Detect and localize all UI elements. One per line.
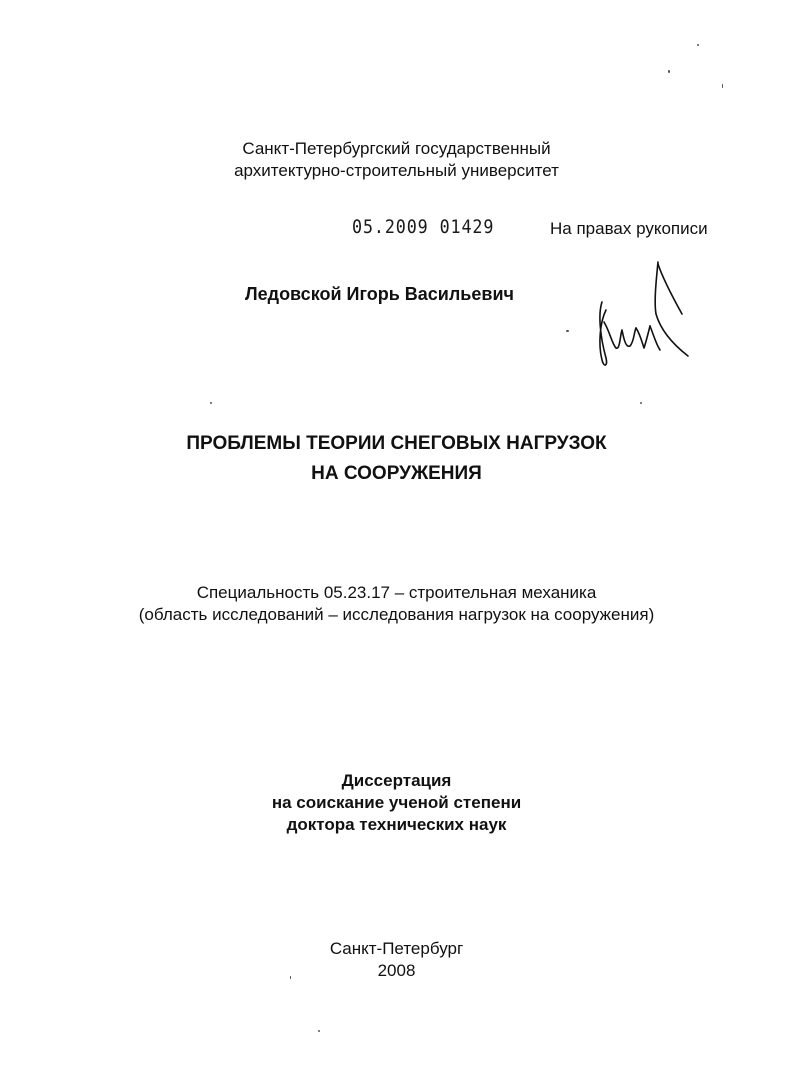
scan-speck <box>697 44 699 46</box>
scan-speck <box>566 330 569 332</box>
specialty-line-2: (область исследований – исследования нагрузок на сооружения) <box>138 605 655 624</box>
scan-speck <box>210 402 212 404</box>
institution-line-1: Санкт-Петербургский государственный <box>242 139 551 158</box>
specialty-block <box>0 582 793 626</box>
institution-name <box>0 138 793 182</box>
degree-block <box>0 770 793 836</box>
author-name: Ледовской Игорь Васильевич <box>245 284 514 304</box>
degree-line-1: Диссертация <box>341 771 452 790</box>
footer-year: 2008 <box>377 961 416 980</box>
scan-speck <box>640 402 642 404</box>
scan-speck <box>290 976 291 979</box>
specialty-line-1: Специальность 05.23.17 – строительная механика <box>196 583 597 602</box>
registry-stamp-number: 05.2009 01429 <box>352 216 495 238</box>
rights-label: На правах рукописи <box>550 219 708 238</box>
degree-line-2: на соискание ученой степени <box>271 793 522 812</box>
scan-speck <box>722 84 723 88</box>
degree-line-3: доктора технических наук <box>286 815 507 834</box>
scan-speck <box>318 1030 320 1032</box>
thesis-title-line-2: НА СООРУЖЕНИЯ <box>311 463 482 484</box>
footer-block <box>0 938 793 982</box>
scan-speck <box>668 70 670 73</box>
thesis-title <box>0 429 793 489</box>
footer-city: Санкт-Петербург <box>329 939 464 958</box>
institution-line-2: архитектурно-строительный университет <box>234 161 559 180</box>
thesis-title-line-1: ПРОБЛЕМЫ ТЕОРИИ СНЕГОВЫХ НАГРУЗОК <box>186 433 607 454</box>
signature-icon <box>560 252 730 372</box>
